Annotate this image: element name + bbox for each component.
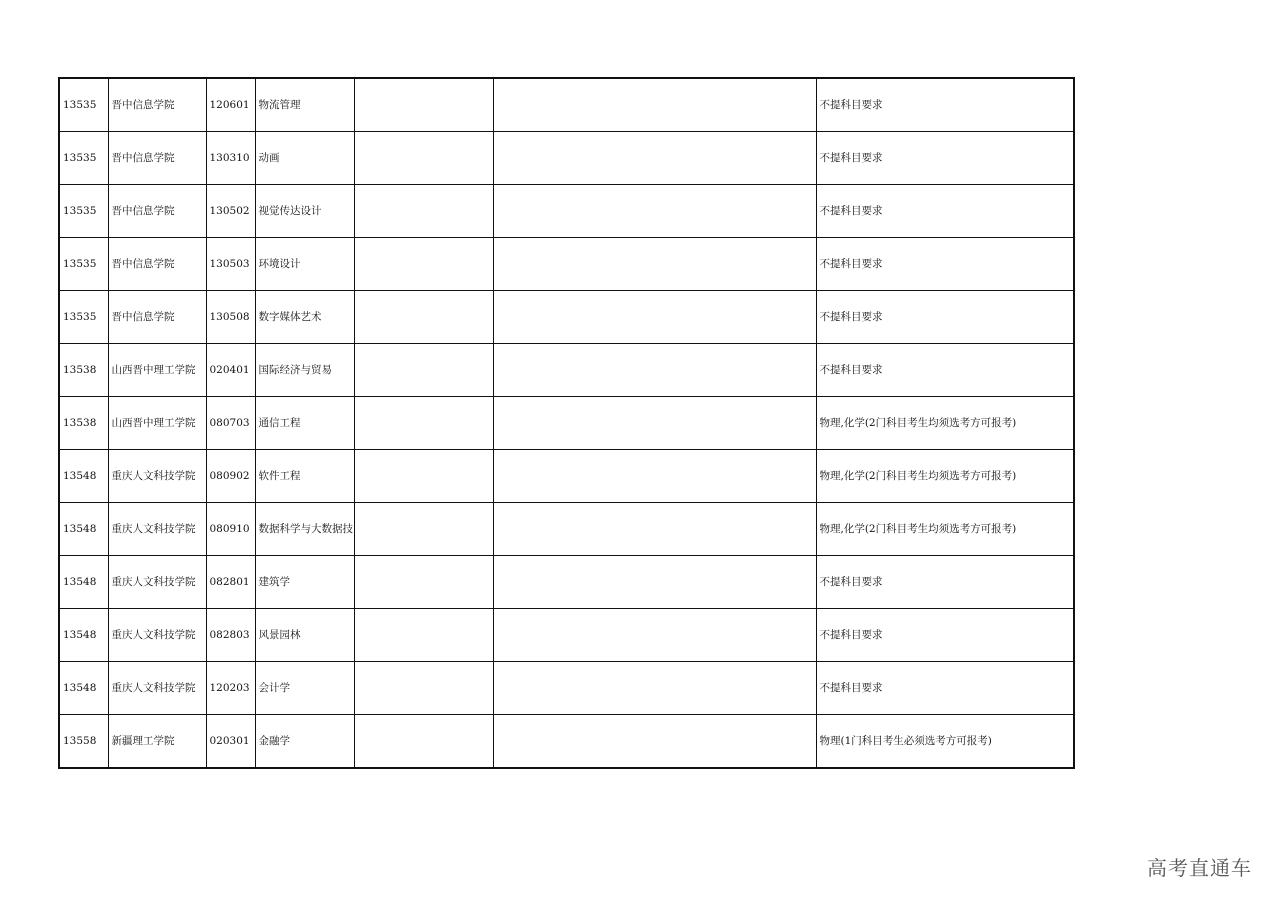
table-row: [59, 450, 1074, 503]
table-row: [59, 291, 1074, 344]
blank-cell-a: [354, 450, 493, 503]
major-name-cell: 风景园林: [255, 609, 354, 662]
major-name-cell: 环境设计: [255, 238, 354, 291]
school-code-cell: 13535: [59, 132, 108, 185]
admission-requirements-table: [58, 77, 1075, 769]
school-name-cell: 重庆人文科技学院: [108, 609, 206, 662]
major-code-cell: 080910: [206, 503, 255, 556]
school-name-cell: 重庆人文科技学院: [108, 503, 206, 556]
table-row: [59, 609, 1074, 662]
blank-cell-b: [493, 238, 816, 291]
blank-cell-b: [493, 503, 816, 556]
blank-cell-a: [354, 503, 493, 556]
subject-requirement-cell: 物理,化学(2门科目考生均须选考方可报考): [816, 503, 1074, 556]
major-name-cell: 通信工程: [255, 397, 354, 450]
blank-cell-a: [354, 291, 493, 344]
school-name-cell: 晋中信息学院: [108, 238, 206, 291]
subject-requirement-cell: 不提科目要求: [816, 291, 1074, 344]
school-code-cell: 13535: [59, 78, 108, 132]
table-row: [59, 715, 1074, 769]
blank-cell-b: [493, 291, 816, 344]
school-code-cell: 13548: [59, 609, 108, 662]
major-code-cell: 020301: [206, 715, 255, 769]
blank-cell-b: [493, 78, 816, 132]
table-row: [59, 78, 1074, 132]
blank-cell-a: [354, 609, 493, 662]
major-code-cell: 130310: [206, 132, 255, 185]
table-row: [59, 185, 1074, 238]
subject-requirement-cell: 不提科目要求: [816, 238, 1074, 291]
major-code-cell: 120203: [206, 662, 255, 715]
major-name-cell: 会计学: [255, 662, 354, 715]
table-row: [59, 556, 1074, 609]
major-name-cell: 软件工程: [255, 450, 354, 503]
subject-requirement-cell: 不提科目要求: [816, 132, 1074, 185]
school-code-cell: 13538: [59, 397, 108, 450]
major-name-cell: 国际经济与贸易: [255, 344, 354, 397]
table-row: [59, 344, 1074, 397]
school-name-cell: 重庆人文科技学院: [108, 556, 206, 609]
blank-cell-b: [493, 556, 816, 609]
table-row: [59, 662, 1074, 715]
blank-cell-b: [493, 715, 816, 769]
school-code-cell: 13535: [59, 291, 108, 344]
school-name-cell: 新疆理工学院: [108, 715, 206, 769]
school-name-cell: 晋中信息学院: [108, 78, 206, 132]
subject-requirement-cell: 不提科目要求: [816, 344, 1074, 397]
major-code-cell: 120601: [206, 78, 255, 132]
school-code-cell: 13558: [59, 715, 108, 769]
major-code-cell: 130502: [206, 185, 255, 238]
subject-requirement-cell: 不提科目要求: [816, 609, 1074, 662]
blank-cell-b: [493, 132, 816, 185]
blank-cell-b: [493, 185, 816, 238]
major-code-cell: 082801: [206, 556, 255, 609]
blank-cell-b: [493, 662, 816, 715]
school-code-cell: 13548: [59, 503, 108, 556]
school-name-cell: 晋中信息学院: [108, 291, 206, 344]
subject-requirement-cell: 物理,化学(2门科目考生均须选考方可报考): [816, 397, 1074, 450]
blank-cell-a: [354, 662, 493, 715]
school-code-cell: 13548: [59, 662, 108, 715]
table-row: [59, 132, 1074, 185]
table-row: [59, 397, 1074, 450]
watermark-text: 高考直通车: [1147, 856, 1252, 880]
blank-cell-a: [354, 185, 493, 238]
major-name-cell: 动画: [255, 132, 354, 185]
subject-requirement-cell: 物理,化学(2门科目考生均须选考方可报考): [816, 450, 1074, 503]
blank-cell-a: [354, 715, 493, 769]
major-code-cell: 080902: [206, 450, 255, 503]
blank-cell-a: [354, 397, 493, 450]
major-name-cell: 建筑学: [255, 556, 354, 609]
subject-requirement-cell: 物理(1门科目考生必须选考方可报考): [816, 715, 1074, 769]
school-name-cell: 重庆人文科技学院: [108, 450, 206, 503]
school-code-cell: 13548: [59, 556, 108, 609]
subject-requirement-cell: 不提科目要求: [816, 556, 1074, 609]
school-name-cell: 山西晋中理工学院: [108, 397, 206, 450]
blank-cell-b: [493, 609, 816, 662]
blank-cell-b: [493, 450, 816, 503]
major-name-cell: 金融学: [255, 715, 354, 769]
major-name-cell: 数据科学与大数据技: [255, 503, 354, 556]
blank-cell-b: [493, 344, 816, 397]
school-name-cell: 重庆人文科技学院: [108, 662, 206, 715]
blank-cell-a: [354, 556, 493, 609]
school-code-cell: 13535: [59, 185, 108, 238]
school-code-cell: 13535: [59, 238, 108, 291]
major-name-cell: 物流管理: [255, 78, 354, 132]
major-code-cell: 020401: [206, 344, 255, 397]
school-code-cell: 13548: [59, 450, 108, 503]
major-code-cell: 082803: [206, 609, 255, 662]
school-name-cell: 山西晋中理工学院: [108, 344, 206, 397]
subject-requirement-cell: 不提科目要求: [816, 185, 1074, 238]
major-code-cell: 130503: [206, 238, 255, 291]
table-row: [59, 503, 1074, 556]
blank-cell-a: [354, 78, 493, 132]
blank-cell-a: [354, 132, 493, 185]
major-name-cell: 视觉传达设计: [255, 185, 354, 238]
subject-requirement-cell: 不提科目要求: [816, 78, 1074, 132]
blank-cell-a: [354, 344, 493, 397]
school-name-cell: 晋中信息学院: [108, 185, 206, 238]
major-code-cell: 130508: [206, 291, 255, 344]
table-row: [59, 238, 1074, 291]
blank-cell-b: [493, 397, 816, 450]
table-body: [59, 78, 1074, 768]
school-name-cell: 晋中信息学院: [108, 132, 206, 185]
major-name-cell: 数字媒体艺术: [255, 291, 354, 344]
major-code-cell: 080703: [206, 397, 255, 450]
subject-requirement-cell: 不提科目要求: [816, 662, 1074, 715]
blank-cell-a: [354, 238, 493, 291]
school-code-cell: 13538: [59, 344, 108, 397]
